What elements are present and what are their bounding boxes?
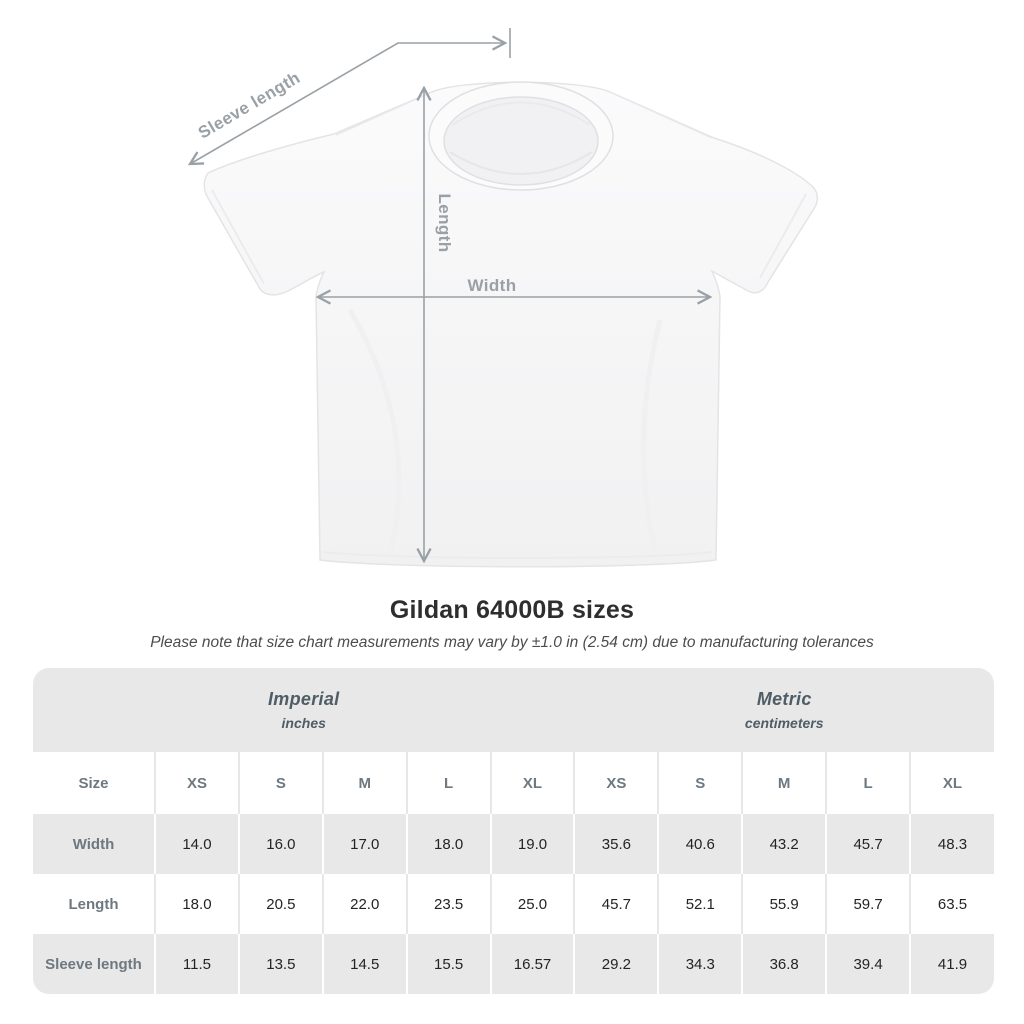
row-label-length: Length: [68, 895, 119, 913]
size-value-cell: 45.7: [826, 814, 910, 874]
width-row: [33, 814, 994, 874]
size-column-header: Size: [78, 774, 109, 792]
size-value-cell: 14.5: [323, 934, 407, 994]
size-chart: [33, 668, 994, 994]
imperial-sublabel: inches: [281, 715, 326, 731]
size-header-row: [33, 752, 994, 814]
size-value-cell: 41.9: [910, 934, 994, 994]
length-label: Length: [435, 193, 454, 253]
size-value-cell: 13.5: [239, 934, 323, 994]
size-value-cell: 63.5: [910, 874, 994, 934]
size-value-cell: 40.6: [658, 814, 742, 874]
sleeve-length-row: [33, 934, 994, 994]
size-label-imperial-l: L: [407, 752, 491, 814]
size-value-cell: 19.0: [491, 814, 575, 874]
imperial-label: Imperial: [268, 689, 340, 709]
metric-sublabel: centimeters: [744, 715, 824, 731]
size-value-cell: 39.4: [826, 934, 910, 994]
page-title: Gildan 64000B sizes: [389, 596, 635, 624]
size-value-cell: 20.5: [239, 874, 323, 934]
size-value-cell: 35.6: [574, 814, 658, 874]
collar: [429, 82, 613, 190]
row-label-width: Width: [72, 835, 115, 853]
size-label-metric-xl: XL: [910, 752, 994, 814]
size-value-cell: 45.7: [574, 874, 658, 934]
tolerance-note: Please note that size chart measurements may vary by ±1.0 in (2.54 cm) due to manufacturing tolerances: [150, 634, 874, 651]
sleeve-length-label: Sleeve length: [194, 67, 304, 143]
size-value-cell: 18.0: [155, 874, 239, 934]
size-value-cell: 18.0: [407, 814, 491, 874]
size-label-imperial-xs: XS: [155, 752, 239, 814]
size-label-metric-l: L: [826, 752, 910, 814]
metric-header: [574, 668, 994, 752]
size-value-cell: 23.5: [407, 874, 491, 934]
size-value-cell: 22.0: [323, 874, 407, 934]
metric-label: Metric: [756, 689, 812, 709]
size-value-cell: 52.1: [658, 874, 742, 934]
size-label-metric-s: S: [658, 752, 742, 814]
size-label-imperial-s: S: [239, 752, 323, 814]
size-value-cell: 59.7: [826, 874, 910, 934]
size-value-cell: 14.0: [155, 814, 239, 874]
length-row: [33, 874, 994, 934]
size-label-imperial-m: M: [323, 752, 407, 814]
size-value-cell: 15.5: [407, 934, 491, 994]
size-value-cell: 17.0: [323, 814, 407, 874]
row-label-sleeve-length: Sleeve length: [45, 955, 142, 973]
size-label-metric-xs: XS: [574, 752, 658, 814]
size-label-imperial-xl: XL: [491, 752, 575, 814]
tshirt-image: [204, 82, 817, 567]
size-value-cell: 29.2: [574, 934, 658, 994]
size-value-cell: 55.9: [742, 874, 826, 934]
size-value-cell: 25.0: [491, 874, 575, 934]
size-value-cell: 11.5: [155, 934, 239, 994]
size-value-cell: 43.2: [742, 814, 826, 874]
unit-header-row: [33, 668, 994, 752]
size-value-cell: 36.8: [742, 934, 826, 994]
width-label: Width: [467, 276, 517, 295]
size-value-cell: 48.3: [910, 814, 994, 874]
size-value-cell: 34.3: [658, 934, 742, 994]
size-label-metric-m: M: [742, 752, 826, 814]
size-value-cell: 16.57: [491, 934, 575, 994]
size-chart-table: [33, 668, 994, 994]
imperial-header: [33, 668, 574, 752]
size-value-cell: 16.0: [239, 814, 323, 874]
